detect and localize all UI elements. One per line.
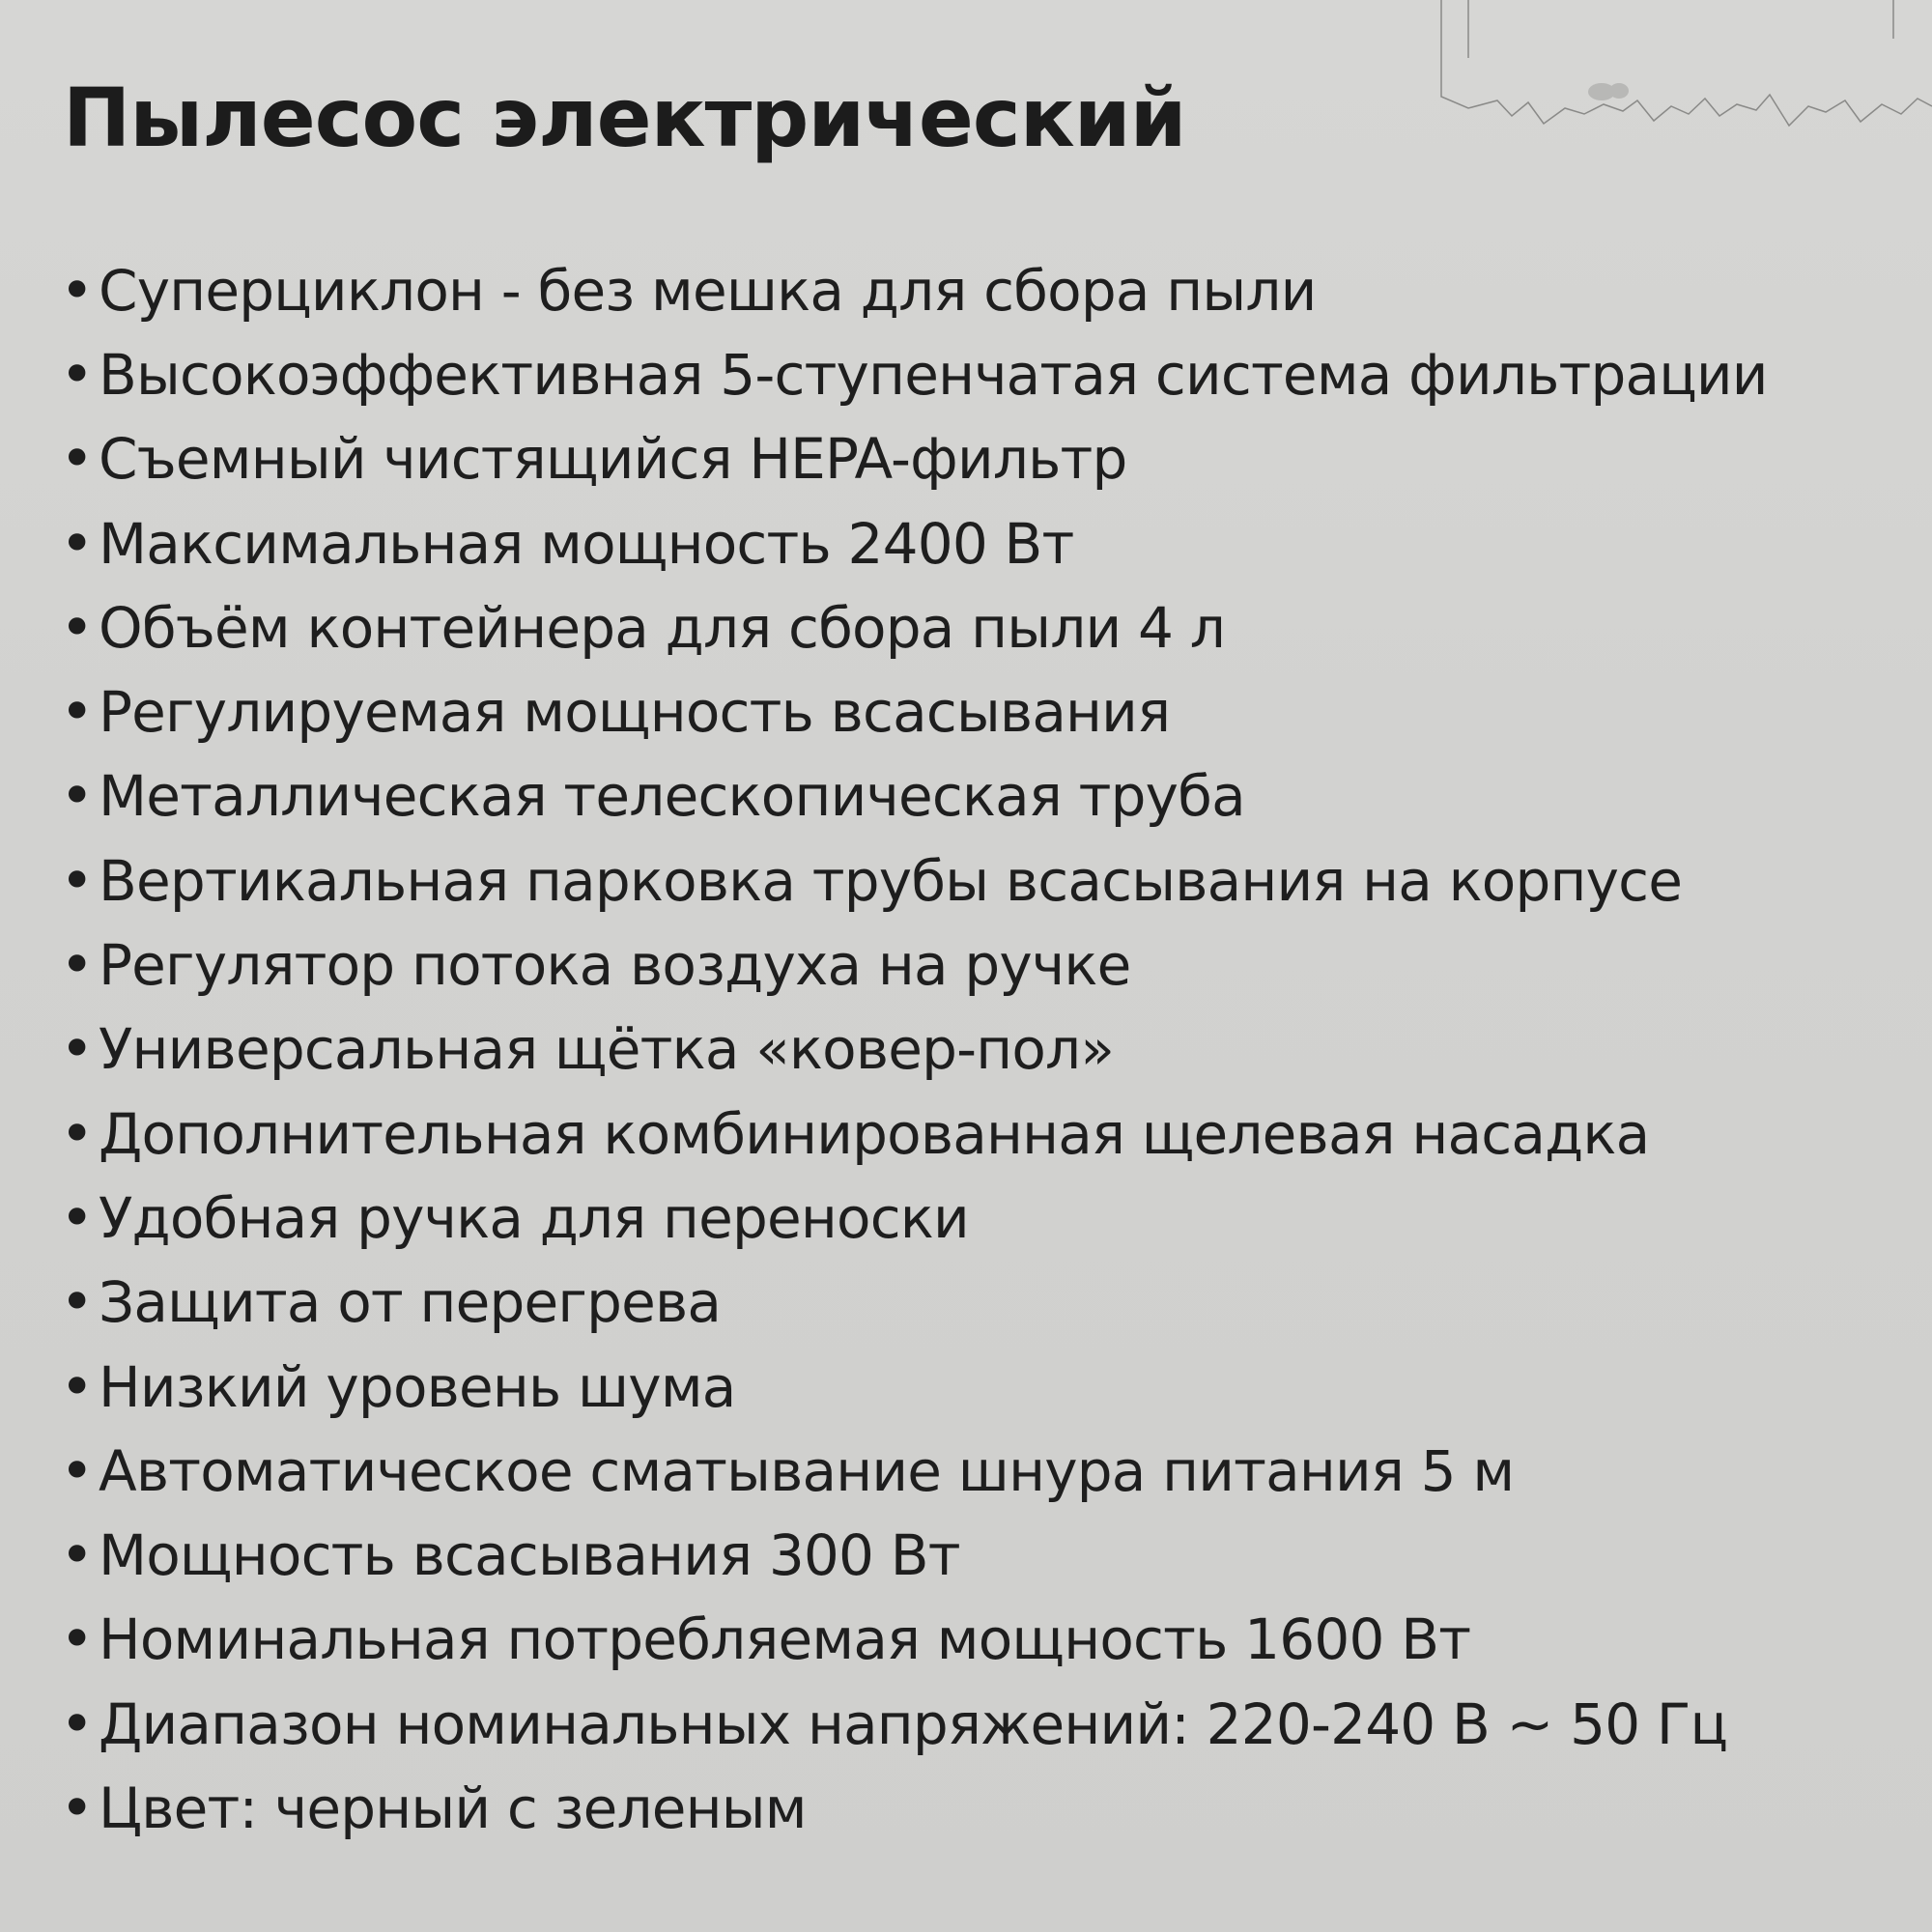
feature-text: Металлическая телескопическая труба bbox=[99, 763, 1245, 830]
feature-text: Номинальная потребляемая мощность 1600 Вт bbox=[99, 1606, 1471, 1673]
bullet-icon: • bbox=[60, 425, 95, 494]
bullet-icon: • bbox=[60, 846, 95, 915]
bullet-icon: • bbox=[60, 593, 95, 662]
list-item bbox=[60, 669, 1768, 753]
list-item bbox=[60, 838, 1768, 923]
bullet-icon: • bbox=[60, 1268, 95, 1337]
list-item bbox=[60, 1345, 1768, 1429]
bullet-icon: • bbox=[60, 256, 95, 325]
list-item bbox=[60, 1513, 1768, 1597]
bullet-icon: • bbox=[60, 678, 95, 747]
feature-text: Максимальная мощность 2400 Вт bbox=[99, 510, 1074, 577]
bullet-icon: • bbox=[60, 1183, 95, 1252]
feature-list bbox=[60, 248, 1768, 1851]
list-item bbox=[60, 1598, 1768, 1682]
feature-text: Удобная ручка для переноски bbox=[99, 1184, 969, 1251]
list-item bbox=[60, 1176, 1768, 1260]
bullet-icon: • bbox=[60, 1015, 95, 1084]
list-item bbox=[60, 1092, 1768, 1176]
list-item bbox=[60, 501, 1768, 585]
bullet-icon: • bbox=[60, 1605, 95, 1674]
list-item bbox=[60, 1682, 1768, 1766]
list-item bbox=[60, 585, 1768, 669]
bullet-icon: • bbox=[60, 762, 95, 831]
list-item bbox=[60, 923, 1768, 1007]
list-item bbox=[60, 754, 1768, 838]
feature-text: Универсальная щётка «ковер-пол» bbox=[99, 1016, 1115, 1083]
bullet-icon: • bbox=[60, 1099, 95, 1168]
feature-text: Дополнительная комбинированная щелевая насадка bbox=[99, 1100, 1650, 1167]
feature-text: Мощность всасывания 300 Вт bbox=[99, 1522, 960, 1589]
list-item bbox=[60, 1261, 1768, 1345]
feature-text: Вертикальная парковка трубы всасывания на корпусе bbox=[99, 847, 1683, 914]
list-item bbox=[60, 417, 1768, 501]
bullet-icon: • bbox=[60, 509, 95, 578]
bullet-icon: • bbox=[60, 1521, 95, 1590]
feature-text: Защита от перегрева bbox=[99, 1269, 722, 1336]
list-item bbox=[60, 1429, 1768, 1513]
corner-sketch-illustration bbox=[1430, 0, 1932, 164]
feature-text: Суперциклон - без мешка для сбора пыли bbox=[99, 257, 1317, 324]
feature-text: Съемный чистящийся HEPA-фильтр bbox=[99, 426, 1127, 493]
feature-text: Регулируемая мощность всасывания bbox=[99, 679, 1171, 746]
feature-text: Регулятор потока воздуха на ручке bbox=[99, 932, 1131, 999]
list-item bbox=[60, 248, 1768, 332]
feature-text: Объём контейнера для сбора пыли 4 л bbox=[99, 594, 1226, 661]
bullet-icon: • bbox=[60, 1690, 95, 1758]
feature-text: Диапазон номинальных напряжений: 220-240 В ~ 50 Гц bbox=[99, 1690, 1728, 1757]
page-title: Пылесос электрический bbox=[63, 71, 1186, 165]
feature-text: Цвет: черный с зеленым bbox=[99, 1775, 807, 1841]
feature-text: Высокоэффективная 5-ступенчатая система фильтрации bbox=[99, 341, 1768, 408]
bullet-icon: • bbox=[60, 931, 95, 1000]
bullet-icon: • bbox=[60, 340, 95, 409]
bullet-icon: • bbox=[60, 1352, 95, 1421]
feature-text: Автоматическое сматывание шнура питания 5 м bbox=[99, 1437, 1515, 1504]
feature-text: Низкий уровень шума bbox=[99, 1353, 736, 1420]
bullet-icon: • bbox=[60, 1774, 95, 1842]
bullet-icon: • bbox=[60, 1436, 95, 1505]
list-item bbox=[60, 1766, 1768, 1850]
list-item bbox=[60, 1008, 1768, 1092]
list-item bbox=[60, 332, 1768, 416]
